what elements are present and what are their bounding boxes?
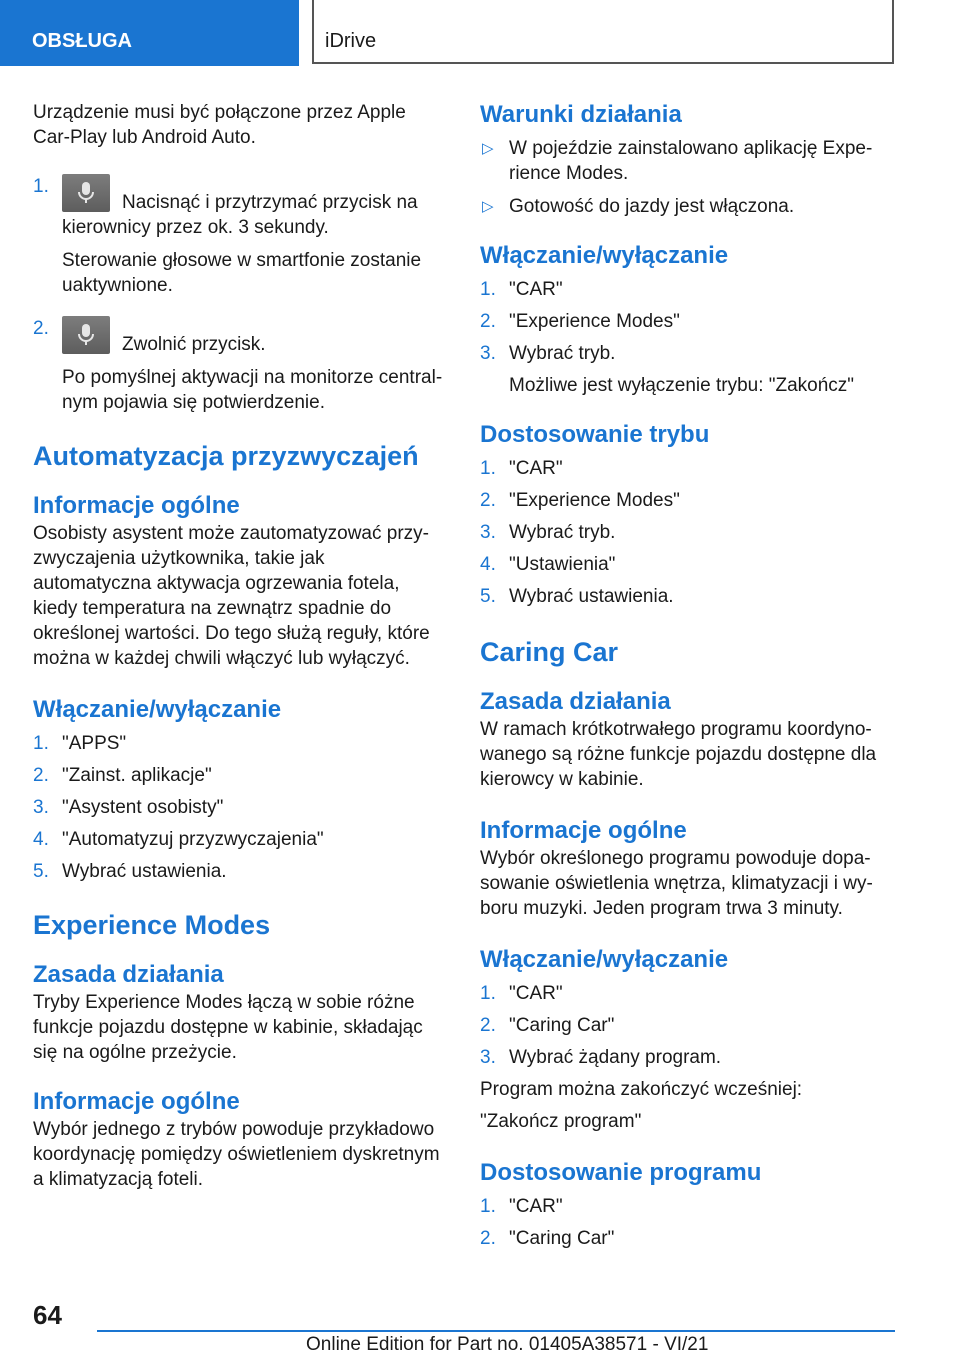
left-column: [33, 100, 448, 1192]
list-item: [33, 174, 448, 240]
list-number: 5.: [480, 586, 496, 607]
step2-note: Po pomyślnej aktywacji na monitorze central-nym pojawia się potwierdzenie.: [62, 367, 443, 413]
list-item: [480, 136, 880, 186]
heading-on-off: Włączanie/wyłączanie: [33, 696, 282, 723]
list-item: [480, 1045, 880, 1070]
onoff-note: Możliwe jest wyłączenie trybu: "Zakończ": [509, 375, 855, 396]
list-item: [480, 1194, 880, 1219]
condition-text: W pojeździe zainstalowano aplikację Expe-rience Modes.: [509, 138, 873, 184]
heading-general-info: Informacje ogólne: [33, 1088, 240, 1115]
microphone-icon: [62, 174, 110, 212]
list-number: 3.: [480, 1047, 496, 1068]
list-number: 3.: [33, 797, 49, 818]
step-text: "Ustawienia": [509, 554, 616, 575]
caring-end-text: Program można zakończyć wcześniej:: [480, 1079, 803, 1100]
heading-adjust-program: Dostosowanie programu: [480, 1159, 762, 1186]
list-item: [480, 277, 880, 302]
list-item: [33, 316, 448, 357]
step-text: Wybrać ustawienia.: [62, 861, 227, 882]
list-number: 1.: [480, 458, 496, 479]
list-number: 1.: [480, 279, 496, 300]
list-number: 2.: [480, 490, 496, 511]
step-text: Wybrać żądany program.: [509, 1047, 722, 1068]
heading-conditions: Warunki działania: [480, 101, 682, 128]
step-text: "Caring Car": [509, 1015, 615, 1036]
list-number: 3.: [480, 343, 496, 364]
step-text: "CAR": [509, 279, 563, 300]
list-item: [480, 584, 880, 609]
footer-divider: [97, 1330, 895, 1332]
list-item: [480, 456, 880, 481]
step-text: Wybrać ustawienia.: [509, 586, 674, 607]
footer-edition: Online Edition for Part no. 01405A38571 - VI/21: [306, 1334, 709, 1355]
heading-general-info: Informacje ogólne: [480, 817, 687, 844]
heading-adjust-mode: Dostosowanie trybu: [480, 421, 710, 448]
step1-note: Sterowanie głosowe w smartfonie zostanie uaktywnione.: [62, 250, 422, 296]
list-number: 4.: [480, 554, 496, 575]
heading-experience-modes: Experience Modes: [33, 910, 271, 940]
step2-text: Zwolnić przycisk.: [122, 334, 266, 355]
list-item: [480, 194, 880, 219]
list-number: 2.: [480, 1228, 496, 1249]
list-number: 3.: [480, 522, 496, 543]
automation-info-text: Osobisty asystent może zautomatyzować przy-zwyczajenia użytkownika, takie jak automatyczna aktywacja ogrzewania fotela, kiedy temperatura na zewnątrz spadnie do określonej wartości. Do tego służą reguły, które można w każdej chwili włączyć lub wyłączyć.: [33, 523, 430, 669]
heading-automation: Automatyzacja przyzwyczajeń: [33, 441, 419, 471]
list-number: 4.: [33, 829, 49, 850]
experience-principle-text: Tryby Experience Modes łączą w sobie różne funkcje pojazdu dostępne w kabinie, składając się na ogólne przeżycie.: [33, 992, 423, 1063]
list-item: [480, 981, 880, 1006]
list-number: 1.: [480, 1196, 496, 1217]
list-number: 2.: [33, 765, 49, 786]
step-text: Wybrać tryb.: [509, 343, 616, 364]
list-item: [480, 341, 880, 366]
condition-text: Gotowość do jazdy jest włączona.: [509, 196, 795, 217]
list-item: [480, 309, 880, 334]
page-number: 64: [33, 1300, 62, 1330]
step-text: "Automatyzuj przyzwyczajenia": [62, 829, 324, 850]
experience-info-text: Wybór jednego z trybów powoduje przykładowo koordynację pomiędzy oświetleniem dyskretnym a klimatyzacją foteli.: [33, 1119, 440, 1190]
caring-info-text: Wybór określonego programu powoduje dopa-sowanie oświetlenia wnętrza, klimatyzacji i wy-boru muzyki. Jeden program trwa 3 minuty.: [480, 848, 873, 919]
step1-text: Nacisnąć i przytrzymać przycisk na kierownicy przez ok. 3 sekundy.: [62, 192, 418, 238]
step-text: "APPS": [62, 733, 127, 754]
heading-caring-car: Caring Car: [480, 637, 619, 667]
header-section-label: OBSŁUGA: [32, 30, 132, 52]
list-number: 2.: [480, 1015, 496, 1036]
list-number: 1.: [33, 176, 49, 197]
step-text: "Zainst. aplikacje": [62, 765, 212, 786]
list-item: [33, 795, 448, 820]
list-number: 5.: [33, 861, 49, 882]
step-text: "CAR": [509, 1196, 563, 1217]
triangle-bullet-icon: ▷: [482, 198, 494, 215]
list-item: [33, 859, 448, 884]
list-item: [480, 1226, 880, 1251]
step-text: "Asystent osobisty": [62, 797, 224, 818]
list-item: [480, 1013, 880, 1038]
step-text: Wybrać tryb.: [509, 522, 616, 543]
step-text: "Caring Car": [509, 1228, 615, 1249]
list-item: [33, 763, 448, 788]
step-text: "CAR": [509, 983, 563, 1004]
list-item: [33, 731, 448, 756]
list-item: [480, 552, 880, 577]
list-number: 2.: [33, 318, 49, 339]
microphone-icon: [62, 316, 110, 354]
list-number: 1.: [480, 983, 496, 1004]
caring-principle-text: W ramach krótkotrwałego programu koordyno-wanego są różne funkcje pojazdu dostępne dla kierowcy w kabinie.: [480, 719, 877, 790]
heading-on-off: Włączanie/wyłączanie: [480, 946, 729, 973]
heading-on-off: Włączanie/wyłączanie: [480, 242, 729, 269]
header-section-tab: [0, 0, 299, 66]
heading-principle: Zasada działania: [480, 688, 671, 715]
intro-paragraph: Urządzenie musi być połączone przez Apple Car-Play lub Android Auto.: [33, 102, 406, 148]
list-item: [480, 488, 880, 513]
caring-end-label: "Zakończ program": [480, 1111, 642, 1132]
header-chapter-label: iDrive: [325, 30, 377, 52]
step-text: "Experience Modes": [509, 311, 680, 332]
step-text: "Experience Modes": [509, 490, 680, 511]
step-text: "CAR": [509, 458, 563, 479]
list-item: [480, 520, 880, 545]
right-column: [480, 100, 880, 1251]
heading-principle: Zasada działania: [33, 961, 224, 988]
list-item: [33, 827, 448, 852]
header-chapter-tab: [312, 0, 894, 64]
triangle-bullet-icon: ▷: [482, 140, 494, 157]
list-number: 1.: [33, 733, 49, 754]
list-number: 2.: [480, 311, 496, 332]
heading-general-info: Informacje ogólne: [33, 492, 240, 519]
